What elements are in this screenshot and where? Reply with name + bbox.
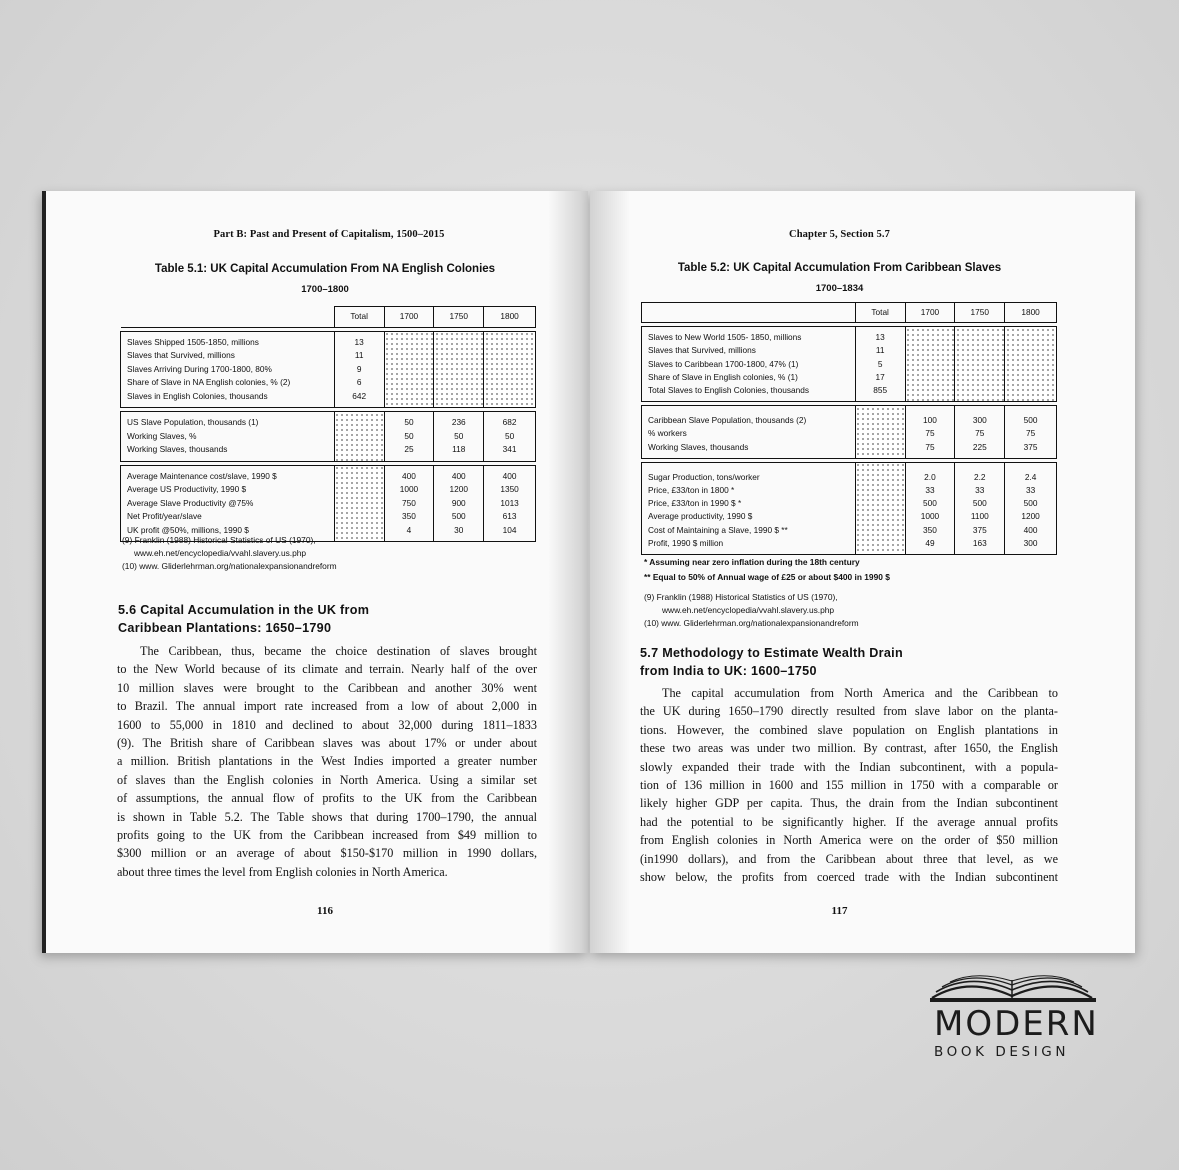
page-number: 116 [317,905,333,917]
shaded-cell [434,331,484,408]
cell-value: 75 [975,428,985,439]
year-1700-values [905,406,955,459]
row-label: Slaves that Survived, millions [127,350,235,360]
section-heading-line: Caribbean Plantations: 1650–1790 [118,621,332,635]
cell-value: 375 [1023,441,1038,452]
section-heading [118,601,369,637]
text-line: about three times the level from English colonies in North America. [117,864,448,879]
cell-value: 900 [451,497,466,508]
row-label: Share of Slave in English colonies, % (1) [648,371,798,382]
row-labels [642,406,856,459]
cell-value: 642 [352,390,367,401]
cell-value: 1000 [920,511,940,522]
shaded-cell [334,465,384,542]
cell-value: 350 [402,511,416,521]
cell-value: 50 [504,430,515,441]
table-row [642,406,1057,459]
text-line: these two areas was under two million. By contrast, after 1650, the English [640,741,1058,756]
table-note: * Assuming near zero inflation during the 18th century [644,557,860,567]
section-heading-line: 5.7 Methodology to Estimate Wealth Drain [640,646,903,660]
row-label: Slaves that Survived, millions [648,345,756,356]
text-line: The Caribbean, thus, became the choice destination of slaves brought [140,644,537,658]
table-row [642,462,1057,554]
cell-value: 855 [873,385,888,396]
shaded-cell [855,406,905,459]
footnote: (10) www. Gliderlehrman.org/nationalexpansionandreform [644,618,859,628]
section-heading-line: 5.6 Capital Accumulation in the UK from [118,603,370,617]
row-label: Net Profit/year/slave [127,511,202,521]
table-row [642,327,1057,402]
text-line: (in1990 dollars), and from the Caribbean about three that level, as we [640,851,1058,866]
shaded-cell [855,462,905,554]
text-line: show below, the profits from coerced trade with the Indian subcontinent [640,870,1058,885]
cell-value: 500 [1023,415,1038,426]
body-text [117,642,537,881]
data-table [641,302,1057,555]
open-book-mockup [42,191,1135,953]
text-line: 1600 to 55,000 in 1810 and declined to about 32,000 during 1811–1833 [117,717,537,732]
table-row [121,412,536,462]
row-labels [642,327,856,402]
table-notes [644,556,890,584]
header-cell: 1800 [484,307,536,328]
cell-value: 1100 [970,511,989,522]
header-blank [642,303,856,323]
row-label: Share of Slave in NA English colonies, % (2) [127,377,291,387]
text-line: tion of 136 million in 1600 and 155 million in 1750 with a comparable or [640,778,1058,793]
row-label: Slaves Shipped 1505-1850, millions [127,336,259,347]
year-1750-values [434,412,484,462]
row-label: Average productivity, 1990 $ [648,511,753,522]
year-1700-values [384,412,434,462]
brand-wordmark: MODERN [934,1004,1099,1044]
table-title: Table 5.1: UK Capital Accumulation From NA English Colonies [154,263,496,275]
text-line: from English colonies in North America were on the order of $50 million [640,833,1058,848]
cell-value: 682 [502,417,517,427]
text-line: 10 million slaves were brought to the Caribbean and another 30% went [117,680,537,695]
cell-value: 1200 [1021,511,1040,522]
header-cell: Total [334,307,384,328]
text-line: of slaves than the English colonies in North America. Using a similar set [117,772,537,787]
text-line: of assumptions, the annual flow of profits to the UK from the Caribbean [117,791,537,806]
year-1700-values [905,462,955,554]
footnote: (9) Franklin (1988) Historical Statistics of US (1970), [644,592,838,602]
text-line: (9). The British share of Caribbean slaves was about 17% or under about [117,736,537,751]
header-cell: 1750 [434,307,484,328]
text-line: profits going to the UK from the Caribbean increased from $49 million to [117,828,537,843]
cell-value: 375 [972,524,987,535]
section-heading-line: from India to UK: 1600–1750 [640,664,817,678]
cell-value: 49 [925,537,935,548]
cell-value: 350 [923,524,937,535]
cell-value: 33 [975,485,985,496]
cell-value: 1000 [399,484,419,494]
text-line: the UK during 1650–1790 directly resulted from slave labor on the planta- [640,704,1058,719]
row-labels [121,331,335,408]
cell-value: 300 [972,415,987,426]
row-label: Price, £33/ton in 1800 * [648,485,735,496]
row-label: Profit, 1990 $ million [648,537,724,548]
cell-value: 2.2 [973,471,986,482]
row-labels [121,465,335,542]
brand-tagline: BOOK DESIGN [934,1044,1070,1060]
footnote: www.eh.net/encyclopedia/vvahl.slavery.us.php [134,548,307,558]
row-label: Working Slaves, thousands [648,441,749,452]
shaded-cell [905,327,955,402]
total-values [334,331,384,408]
text-line: had the potential to be significantly higher. If the average annual profits [640,814,1058,829]
cell-value: 75 [1025,428,1036,439]
row-label: Sugar Production, tons/worker [648,471,760,482]
footnotes [122,534,337,573]
text-line: The capital accumulation from North America and the Caribbean to [662,686,1058,700]
cell-value: 341 [502,444,517,454]
cell-value: 25 [404,444,414,454]
row-labels [642,462,856,554]
shaded-cell [384,331,434,408]
cell-value: 500 [972,498,987,509]
row-label: Price, £33/ton in 1990 $ * [648,498,742,509]
header-blank [121,307,335,328]
shaded-cell [334,412,384,462]
text-line: to Brazil. The annual import rate increased from a low of about 2,000 in [117,699,537,714]
row-label: Slaves to Caribbean 1700-1800, 47% (1) [648,358,799,369]
cell-value: 400 [402,470,416,481]
year-1750-values [434,465,484,542]
row-label: Caribbean Slave Population, thousands (2) [648,415,807,426]
row-label: Average US Productivity, 1990 $ [127,484,247,494]
running-head: Chapter 5, Section 5.7 [789,229,890,240]
cell-value: 30 [454,524,464,535]
header-cell: 1700 [384,307,434,328]
row-label: Working Slaves, % [127,430,197,441]
section-heading [640,644,903,680]
row-label: Average Slave Productivity @75% [127,497,254,508]
year-1800-values [484,412,536,462]
cell-value: 236 [451,417,466,427]
cell-value: 1350 [500,484,519,494]
table-subtitle: 1700–1834 [815,283,864,294]
text-line: is shown in Table 5.2. The Table shows that during 1700–1790, the annual [117,809,537,824]
cell-value: 6 [356,377,362,387]
cell-value: 1013 [500,497,519,508]
year-1800-values [484,465,536,542]
row-label: Slaves in English Colonies, thousands [127,390,268,401]
year-1750-values [955,462,1005,554]
right-page [590,191,1135,953]
table-row [121,331,536,408]
row-label: Working Slaves, thousands [127,444,228,454]
cell-value: 1200 [449,484,468,494]
cell-value: 11 [875,345,885,356]
table-note: ** Equal to 50% of Annual wage of £25 or about $400 in 1990 $ [644,572,890,582]
row-label: UK profit @50%, millions, 1990 $ [127,524,249,535]
cell-value: 100 [923,415,937,426]
cell-value: 300 [1023,537,1038,548]
shaded-cell [484,331,536,408]
cell-value: 750 [402,497,416,508]
cell-value: 50 [404,430,414,441]
body-text [640,684,1058,886]
cell-value: 50 [404,417,414,427]
cell-value: 75 [925,441,935,452]
cell-value: 50 [454,430,464,441]
cell-value: 2.4 [1024,471,1037,482]
cell-value: 13 [875,332,885,343]
year-1800-values [1005,406,1057,459]
text-line: a million. British plantations in the West Indies imported a greater number [117,754,537,769]
cell-value: 500 [1023,498,1038,509]
cell-value: 613 [502,511,517,521]
brand-logo [928,968,1098,1068]
table-row [121,465,536,542]
cell-value: 13 [354,336,364,347]
running-head: Part B: Past and Present of Capitalism, 1500–2015 [213,229,445,240]
header-cell: 1700 [905,303,955,323]
data-table [120,306,536,542]
page-number: 117 [831,905,848,917]
cell-value: 33 [1025,485,1036,496]
cell-value: 104 [502,524,517,535]
table-subtitle: 1700–1800 [301,284,349,295]
footnote: (10) www. Gliderlehrman.org/nationalexpansionandreform [122,561,337,571]
cell-value: 5 [877,358,883,369]
footnote: (9) Franklin (1988) Historical Statistics of US (1970), [122,535,316,545]
cell-value: 500 [451,511,466,521]
cell-value: 118 [452,444,466,454]
text-line: slowly expanded their trade with the Indian subcontinent, with a popula- [640,759,1058,774]
year-1700-values [384,465,434,542]
row-label: US Slave Population, thousands (1) [127,417,259,427]
cell-value: 500 [923,498,937,509]
cell-value: 75 [925,428,935,439]
header-cell: 1750 [955,303,1005,323]
cell-value: 11 [354,350,364,360]
row-label: Cost of Maintaining a Slave, 1990 $ ** [648,524,788,535]
cell-value: 400 [502,470,517,481]
row-label: Average Maintenance cost/slave, 1990 $ [127,470,277,481]
cell-value: 9 [356,363,362,374]
left-page [42,191,588,953]
text-line: tions. However, the combined slave population on English plantations in [640,722,1058,737]
row-label: Total Slaves to English Colonies, thousands [648,385,809,396]
row-label: % workers [648,428,687,439]
row-label: Slaves to New World 1505- 1850, millions [648,332,802,343]
cell-value: 225 [972,441,987,452]
text-line: to the New World because of its climate and terrain. Nearly half of the over [117,662,537,677]
cell-value: 33 [925,485,935,496]
row-labels [121,412,335,462]
footnotes [644,591,859,630]
cell-value: 400 [1023,524,1038,535]
cell-value: 4 [406,524,412,535]
footnote: www.eh.net/encyclopedia/vvahl.slavery.us.php [662,605,835,615]
cell-value: 163 [972,537,987,548]
year-1750-values [955,406,1005,459]
text-line: $300 million or an average of about $150-$170 million in 1990 dollars, [117,846,537,861]
cell-value: 400 [451,470,466,481]
cell-value: 2.0 [924,471,936,482]
total-values [855,327,905,402]
shaded-cell [955,327,1005,402]
year-1800-values [1005,462,1057,554]
table-title: Table 5.2: UK Capital Accumulation From Caribbean Slaves [677,262,1002,274]
row-label: Slaves Arriving During 1700-1800, 80% [127,363,272,374]
cell-value: 17 [875,371,885,382]
header-cell: Total [855,303,905,323]
text-line: likely higher GDP per capita. Thus, the drain from the Indian subcontinent [640,796,1058,811]
shaded-cell [1005,327,1057,402]
header-cell: 1800 [1005,303,1057,323]
open-book-icon [928,968,1098,1004]
